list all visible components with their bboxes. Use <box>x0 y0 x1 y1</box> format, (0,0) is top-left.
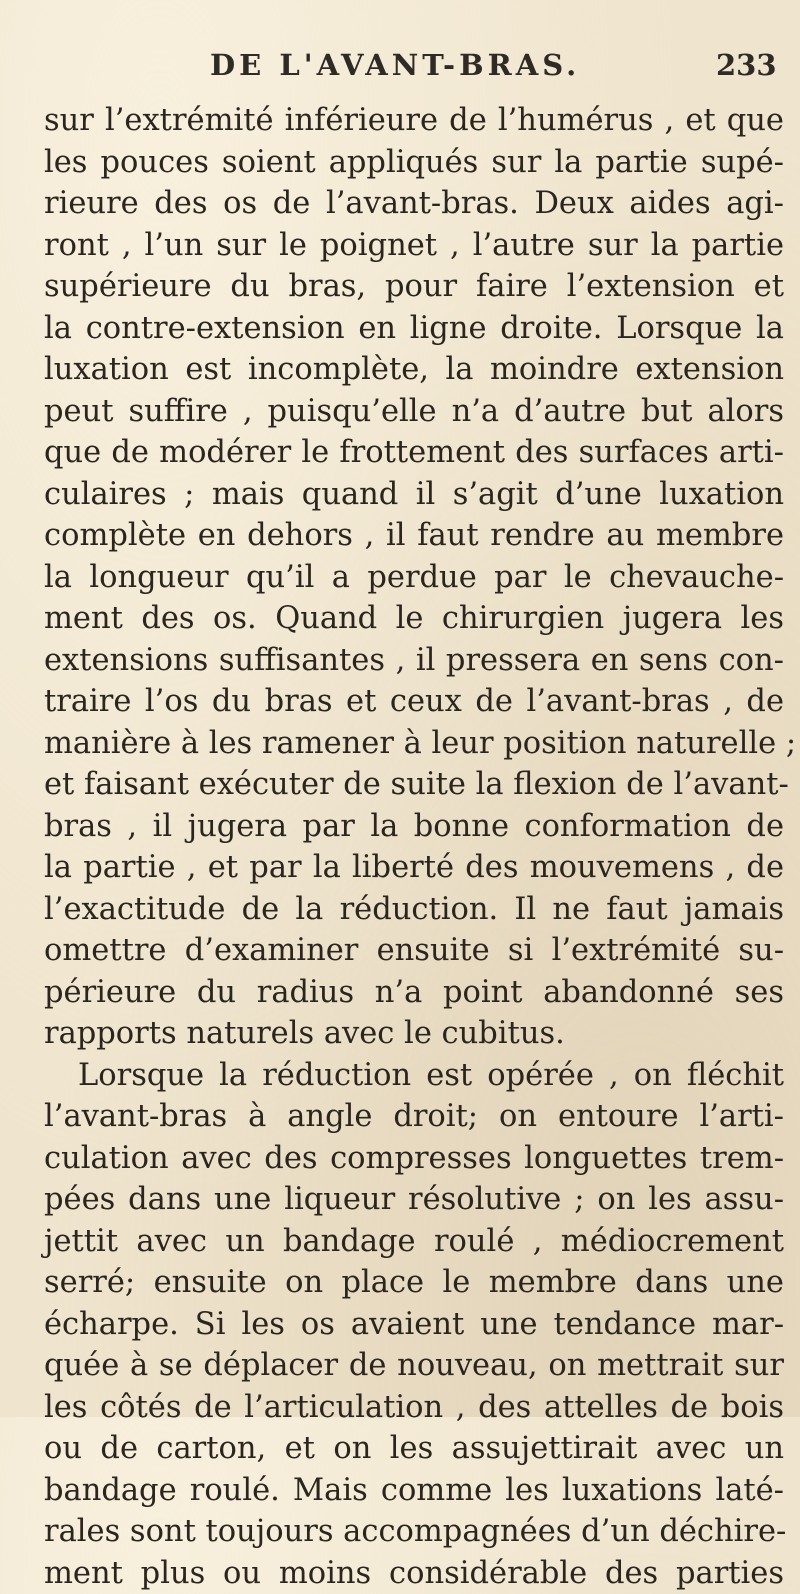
text-line: la partie , et par la liberté des mouvemens , de <box>44 847 784 889</box>
running-head-title: DE L'AVANT-BRAS. <box>210 48 580 82</box>
text-line: serré; ensuite on place le membre dans une <box>44 1262 784 1304</box>
text-line: supérieure du bras, pour faire l’extension et <box>44 266 784 308</box>
text-line: luxation est incomplète, la moindre extension <box>44 349 784 391</box>
text-line: omettre d’examiner ensuite si l’extrémité su- <box>44 930 784 972</box>
text-line: pées dans une liqueur résolutive ; on les assu- <box>44 1179 784 1221</box>
text-line: jettit avec un bandage roulé , médiocrement <box>44 1221 784 1263</box>
text-line: les côtés de l’articulation , des attelles de bois <box>44 1387 784 1429</box>
text-line: bras , il jugera par la bonne conformation de <box>44 806 784 848</box>
paragraph-start-line: Lorsque la réduction est opérée , on fléchit <box>44 1055 784 1097</box>
text-line: écharpe. Si les os avaient une tendance mar- <box>44 1304 784 1346</box>
text-line: les pouces soient appliqués sur la partie supé- <box>44 142 784 184</box>
text-line: manière à les ramener à leur position naturelle ; <box>44 723 784 765</box>
text-line: que de modérer le frottement des surfaces arti- <box>44 432 784 474</box>
text-line: culation avec des compresses longuettes trem- <box>44 1138 784 1180</box>
text-line: la contre-extension en ligne droite. Lorsque la <box>44 308 784 350</box>
running-head <box>0 48 800 88</box>
text-line: traire l’os du bras et ceux de l’avant-bras , de <box>44 681 784 723</box>
text-line: rales sont toujours accompagnées d’un déchire- <box>44 1511 784 1553</box>
page-number: 233 <box>716 48 777 82</box>
text-line: quée à se déplacer de nouveau, on mettrait sur <box>44 1345 784 1387</box>
text-line: la longueur qu’il a perdue par le chevauche- <box>44 557 784 599</box>
text-line: rieure des os de l’avant-bras. Deux aides agi- <box>44 183 784 225</box>
text-line: complète en dehors , il faut rendre au membre <box>44 515 784 557</box>
text-line: rapports naturels avec le cubitus. <box>44 1013 784 1055</box>
text-line: ront , l’un sur le poignet , l’autre sur la partie <box>44 225 784 267</box>
text-line: culaires ; mais quand il s’agit d’une luxation <box>44 474 784 516</box>
text-line: ment plus ou moins considérable des parties <box>44 1553 784 1594</box>
text-line: bandage roulé. Mais comme les luxations laté- <box>44 1470 784 1512</box>
text-line: et faisant exécuter de suite la flexion de l’avant- <box>44 764 784 806</box>
text-line: ment des os. Quand le chirurgien jugera les <box>44 598 784 640</box>
text-line: l’exactitude de la réduction. Il ne faut jamais <box>44 889 784 931</box>
text-line: l’avant-bras à angle droit; on entoure l’arti- <box>44 1096 784 1138</box>
text-line: ou de carton, et on les assujettirait avec un <box>44 1428 784 1470</box>
text-line: sur l’extrémité inférieure de l’humérus , et que <box>44 100 784 142</box>
body-text <box>44 100 784 1594</box>
text-line: périeure du radius n’a point abandonné ses <box>44 972 784 1014</box>
text-line: extensions suffisantes , il pressera en sens con- <box>44 640 784 682</box>
text-line: peut suffire , puisqu’elle n’a d’autre but alors <box>44 391 784 433</box>
